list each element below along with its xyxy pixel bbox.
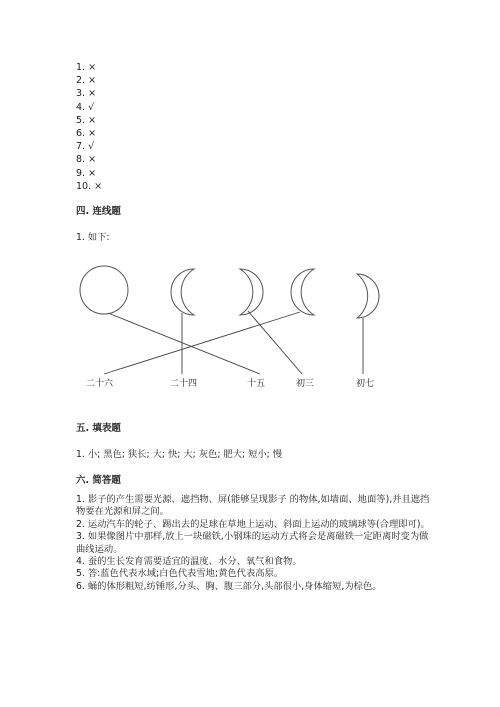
moon-label: 初三 [296, 379, 315, 389]
answer-item: 1. × [76, 62, 97, 73]
connector-line [104, 312, 300, 374]
short-answer-item: 2. 运动汽车的轮子、踢出去的足球在草地上运动、斜面上运动的玻璃球等(合理即可)。 [76, 518, 430, 530]
crescent-moon-shape [357, 274, 379, 318]
answer-item: 3. × [76, 88, 97, 100]
crescent-moon-shape [171, 269, 194, 315]
section-6-title: 六. 简答题 [76, 475, 121, 486]
connector-line [248, 311, 302, 374]
section-5-answer: 1. 小; 黑色; 狭长; 大; 快; 大; 灰色; 肥大; 短小; 慢 [76, 449, 283, 460]
answer-item: 7. √ [76, 141, 95, 153]
answer-item: 5. × [76, 114, 97, 126]
answer-item: 10. × [76, 180, 103, 192]
moon-label: 二十四 [170, 379, 198, 389]
crescent-moon-shape [240, 269, 263, 315]
answer-item: 8. × [76, 154, 97, 166]
short-answer-item: 1. 影子的产生需要光源、遮挡物、屏(能够呈现影子 的物体,如墙面、地面等),并且遮挡物要在光源和屏之间。 [76, 494, 430, 518]
section-4-title: 四. 连线题 [76, 206, 121, 217]
short-answer-item: 5. 答:蓝色代表水域;白色代表雪地;黄色代表高原。 [76, 568, 284, 580]
answer-item: 2. × [76, 75, 97, 87]
answer-item: 6. × [76, 127, 97, 139]
section-5-title: 五. 填表题 [76, 423, 121, 434]
moon-label: 初七 [356, 379, 375, 389]
section-6-answers [76, 494, 432, 593]
full-moon-shape [80, 266, 128, 314]
short-answer-item: 6. 蛹的体形粗短,纺锤形,分头、胸、腹三部分,头部很小,身体缩短,为棕色。 [76, 580, 382, 592]
short-answer-item: 3. 如果像图片中那样,放上一块磁铁,小钢珠的运动方式将会是离磁铁一定距离时变为做曲线运动。 [76, 531, 429, 555]
moon-label: 十五 [247, 379, 266, 389]
answer-item: 9. × [76, 167, 97, 179]
short-answer-item: 4. 蚕的生长发育需要适宜的温度、水分、氧气和食物。 [76, 556, 302, 568]
crescent-moon-shape [291, 269, 314, 315]
moon-label: 二十六 [86, 379, 114, 389]
connector-line [108, 313, 260, 374]
section-4-intro: 1. 如下: [76, 232, 110, 243]
answer-item: 4. √ [76, 101, 95, 113]
